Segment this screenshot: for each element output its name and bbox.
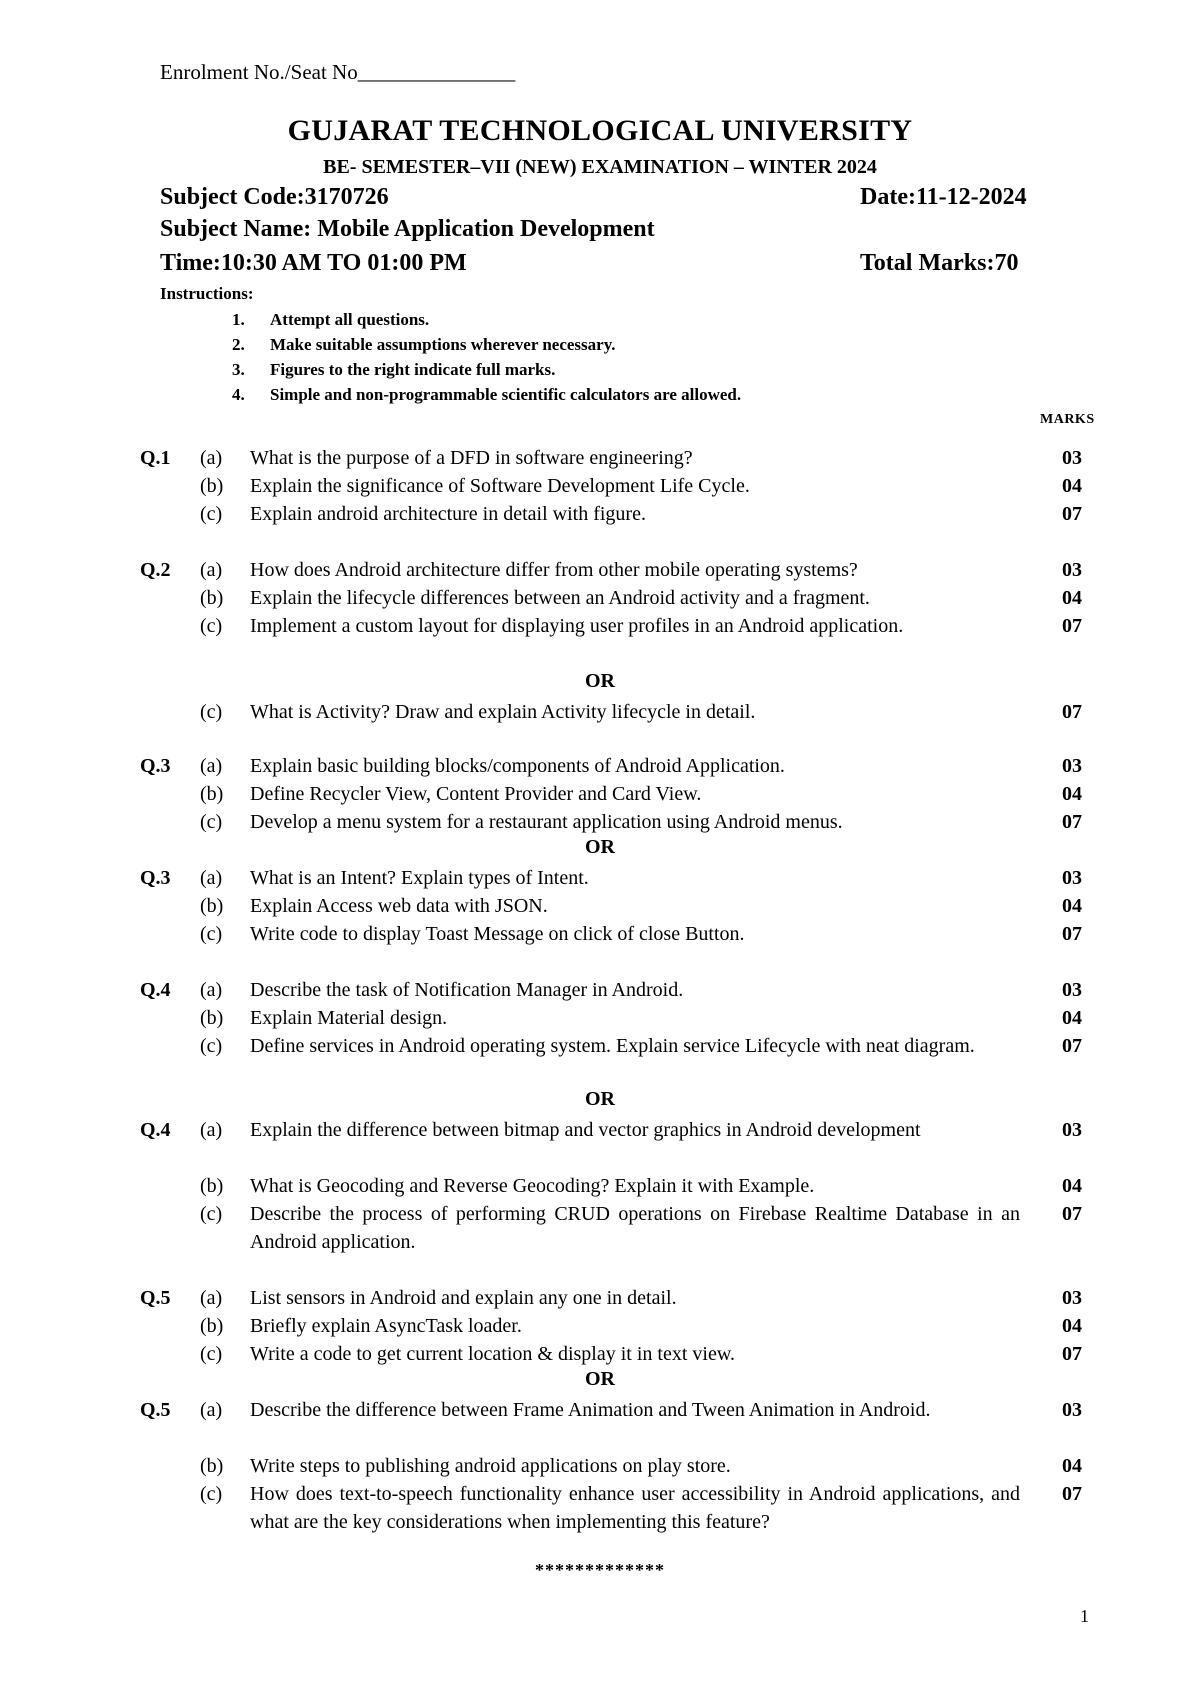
question-text: Write code to display Toast Message on click of close Button.: [250, 923, 745, 945]
question-text: Describe the difference between Frame Animation and Tween Animation in Android.: [250, 1399, 931, 1421]
or-separator: OR: [585, 836, 615, 858]
question-text: Describe the process of performing CRUD operations on Firebase Realtime Database in an Android application.: [250, 1203, 1020, 1253]
question-marks: 03: [1062, 1287, 1082, 1309]
question-part: (a): [200, 447, 223, 469]
question-marks: 04: [1062, 475, 1082, 497]
instruction-item: [232, 335, 741, 360]
question-marks: 07: [1062, 701, 1082, 723]
question-marks: 04: [1062, 1007, 1082, 1029]
question-text: How does Android architecture differ from other mobile operating systems?: [250, 559, 858, 581]
question-part: (c): [200, 1035, 223, 1057]
question-number: Q.1: [140, 447, 171, 469]
question-part: (c): [200, 701, 223, 723]
question-marks: 04: [1062, 587, 1082, 609]
instruction-text: Make suitable assumptions wherever necessary.: [270, 335, 616, 354]
question-marks: 03: [1062, 447, 1082, 469]
question-marks: 04: [1062, 783, 1082, 805]
instruction-item: [232, 310, 741, 335]
question-number: Q.5: [140, 1287, 171, 1309]
total-marks: Total Marks:70: [860, 250, 1019, 276]
question-part: (c): [200, 1203, 223, 1225]
question-marks: 07: [1062, 1343, 1082, 1365]
question-part: (c): [200, 1343, 223, 1365]
instruction-item: [232, 385, 741, 410]
question-part: (c): [200, 503, 223, 525]
question-text: Write steps to publishing android applications on play store.: [250, 1455, 731, 1477]
question-marks: 04: [1062, 1455, 1082, 1477]
question-part: (a): [200, 1399, 223, 1421]
question-text: How does text-to-speech functionality enhance user accessibility in Android applications, and what are the key considerations when implementing this feature?: [250, 1483, 1020, 1533]
question-marks: 03: [1062, 979, 1082, 1001]
question-part: (b): [200, 895, 224, 917]
question-marks: 03: [1062, 755, 1082, 777]
question-number: Q.3: [140, 755, 171, 777]
instruction-number: 1.: [232, 310, 245, 329]
question-text: Write a code to get current location & display it in text view.: [250, 1343, 735, 1365]
question-marks: 04: [1062, 1315, 1082, 1337]
question-part: (c): [200, 615, 223, 637]
question-part: (a): [200, 1287, 223, 1309]
question-part: (b): [200, 1007, 224, 1029]
subject-name: Subject Name: Mobile Application Development: [160, 216, 655, 242]
question-text: Explain the lifecycle differences between an Android activity and a fragment.: [250, 587, 870, 609]
question-part: (c): [200, 811, 223, 833]
question-part: (b): [200, 1175, 224, 1197]
question-text: Develop a menu system for a restaurant application using Android menus.: [250, 811, 843, 833]
university-title: GUJARAT TECHNOLOGICAL UNIVERSITY: [287, 114, 913, 147]
question-part: (a): [200, 867, 223, 889]
seat-number-line: Enrolment No./Seat No_______________: [160, 60, 516, 84]
question-marks: 07: [1062, 1035, 1082, 1057]
question-part: (b): [200, 1315, 224, 1337]
question-text: Explain the significance of Software Development Life Cycle.: [250, 475, 750, 497]
question-marks: 07: [1062, 811, 1082, 833]
question-marks: 03: [1062, 1119, 1082, 1141]
question-text: Explain basic building blocks/components of Android Application.: [250, 755, 785, 777]
question-part: (b): [200, 783, 224, 805]
subject-code: Subject Code:3170726: [160, 184, 389, 210]
or-separator: OR: [585, 1368, 615, 1390]
question-marks: 07: [1062, 503, 1082, 525]
instruction-number: 2.: [232, 335, 245, 354]
question-text: What is Activity? Draw and explain Activity lifecycle in detail.: [250, 701, 756, 723]
question-marks: 07: [1062, 615, 1082, 637]
question-part: (a): [200, 1119, 223, 1141]
question-number: Q.5: [140, 1399, 171, 1421]
question-marks: 03: [1062, 559, 1082, 581]
question-marks: 04: [1062, 1175, 1082, 1197]
question-part: (b): [200, 1455, 224, 1477]
question-marks: 07: [1062, 1483, 1082, 1505]
marks-column-header: MARKS: [1040, 412, 1095, 427]
question-text: Implement a custom layout for displaying user profiles in an Android application.: [250, 615, 904, 637]
instruction-text: Attempt all questions.: [270, 310, 430, 329]
instructions-title: Instructions:: [160, 284, 254, 303]
question-text: Define services in Android operating system. Explain service Lifecycle with neat diagram.: [250, 1035, 975, 1057]
exam-time: Time:10:30 AM TO 01:00 PM: [160, 250, 467, 276]
or-separator: OR: [585, 1088, 615, 1110]
question-text: List sensors in Android and explain any one in detail.: [250, 1287, 677, 1309]
question-marks: 07: [1062, 923, 1082, 945]
question-part: (b): [200, 475, 224, 497]
instruction-text: Figures to the right indicate full marks.: [270, 360, 556, 379]
question-text: What is the purpose of a DFD in software engineering?: [250, 447, 693, 469]
question-text: Briefly explain AsyncTask loader.: [250, 1315, 522, 1337]
question-marks: 03: [1062, 867, 1082, 889]
instruction-item: [232, 360, 741, 385]
question-text: What is Geocoding and Reverse Geocoding? Explain it with Example.: [250, 1175, 815, 1197]
instruction-number: 3.: [232, 360, 245, 379]
instruction-text: Simple and non-programmable scientific calculators are allowed.: [270, 385, 742, 404]
question-part: (a): [200, 979, 223, 1001]
page-number: 1: [1080, 1606, 1089, 1626]
exam-date: Date:11-12-2024: [860, 184, 1027, 210]
instruction-number: 4.: [232, 385, 245, 404]
question-marks: 07: [1062, 1203, 1082, 1225]
question-part: (a): [200, 755, 223, 777]
question-text: Describe the task of Notification Manager in Android.: [250, 979, 684, 1001]
question-number: Q.3: [140, 867, 171, 889]
question-text: Explain android architecture in detail with figure.: [250, 503, 646, 525]
instructions-list: [232, 310, 741, 410]
question-part: (c): [200, 1483, 223, 1505]
question-text: Explain the difference between bitmap and vector graphics in Android development: [250, 1119, 921, 1141]
end-of-paper-stars: *************: [535, 1560, 665, 1580]
question-number: Q.4: [140, 1119, 171, 1141]
question-number: Q.2: [140, 559, 171, 581]
question-text: What is an Intent? Explain types of Intent.: [250, 867, 589, 889]
question-part: (b): [200, 587, 224, 609]
question-text: Explain Material design.: [250, 1007, 448, 1029]
exam-title: BE- SEMESTER–VII (NEW) EXAMINATION – WINTER 2024: [323, 156, 877, 178]
question-text: Explain Access web data with JSON.: [250, 895, 548, 917]
question-part: (a): [200, 559, 223, 581]
or-separator: OR: [585, 670, 615, 692]
question-number: Q.4: [140, 979, 171, 1001]
question-marks: 03: [1062, 1399, 1082, 1421]
question-marks: 04: [1062, 895, 1082, 917]
question-text: Define Recycler View, Content Provider and Card View.: [250, 783, 702, 805]
question-part: (c): [200, 923, 223, 945]
